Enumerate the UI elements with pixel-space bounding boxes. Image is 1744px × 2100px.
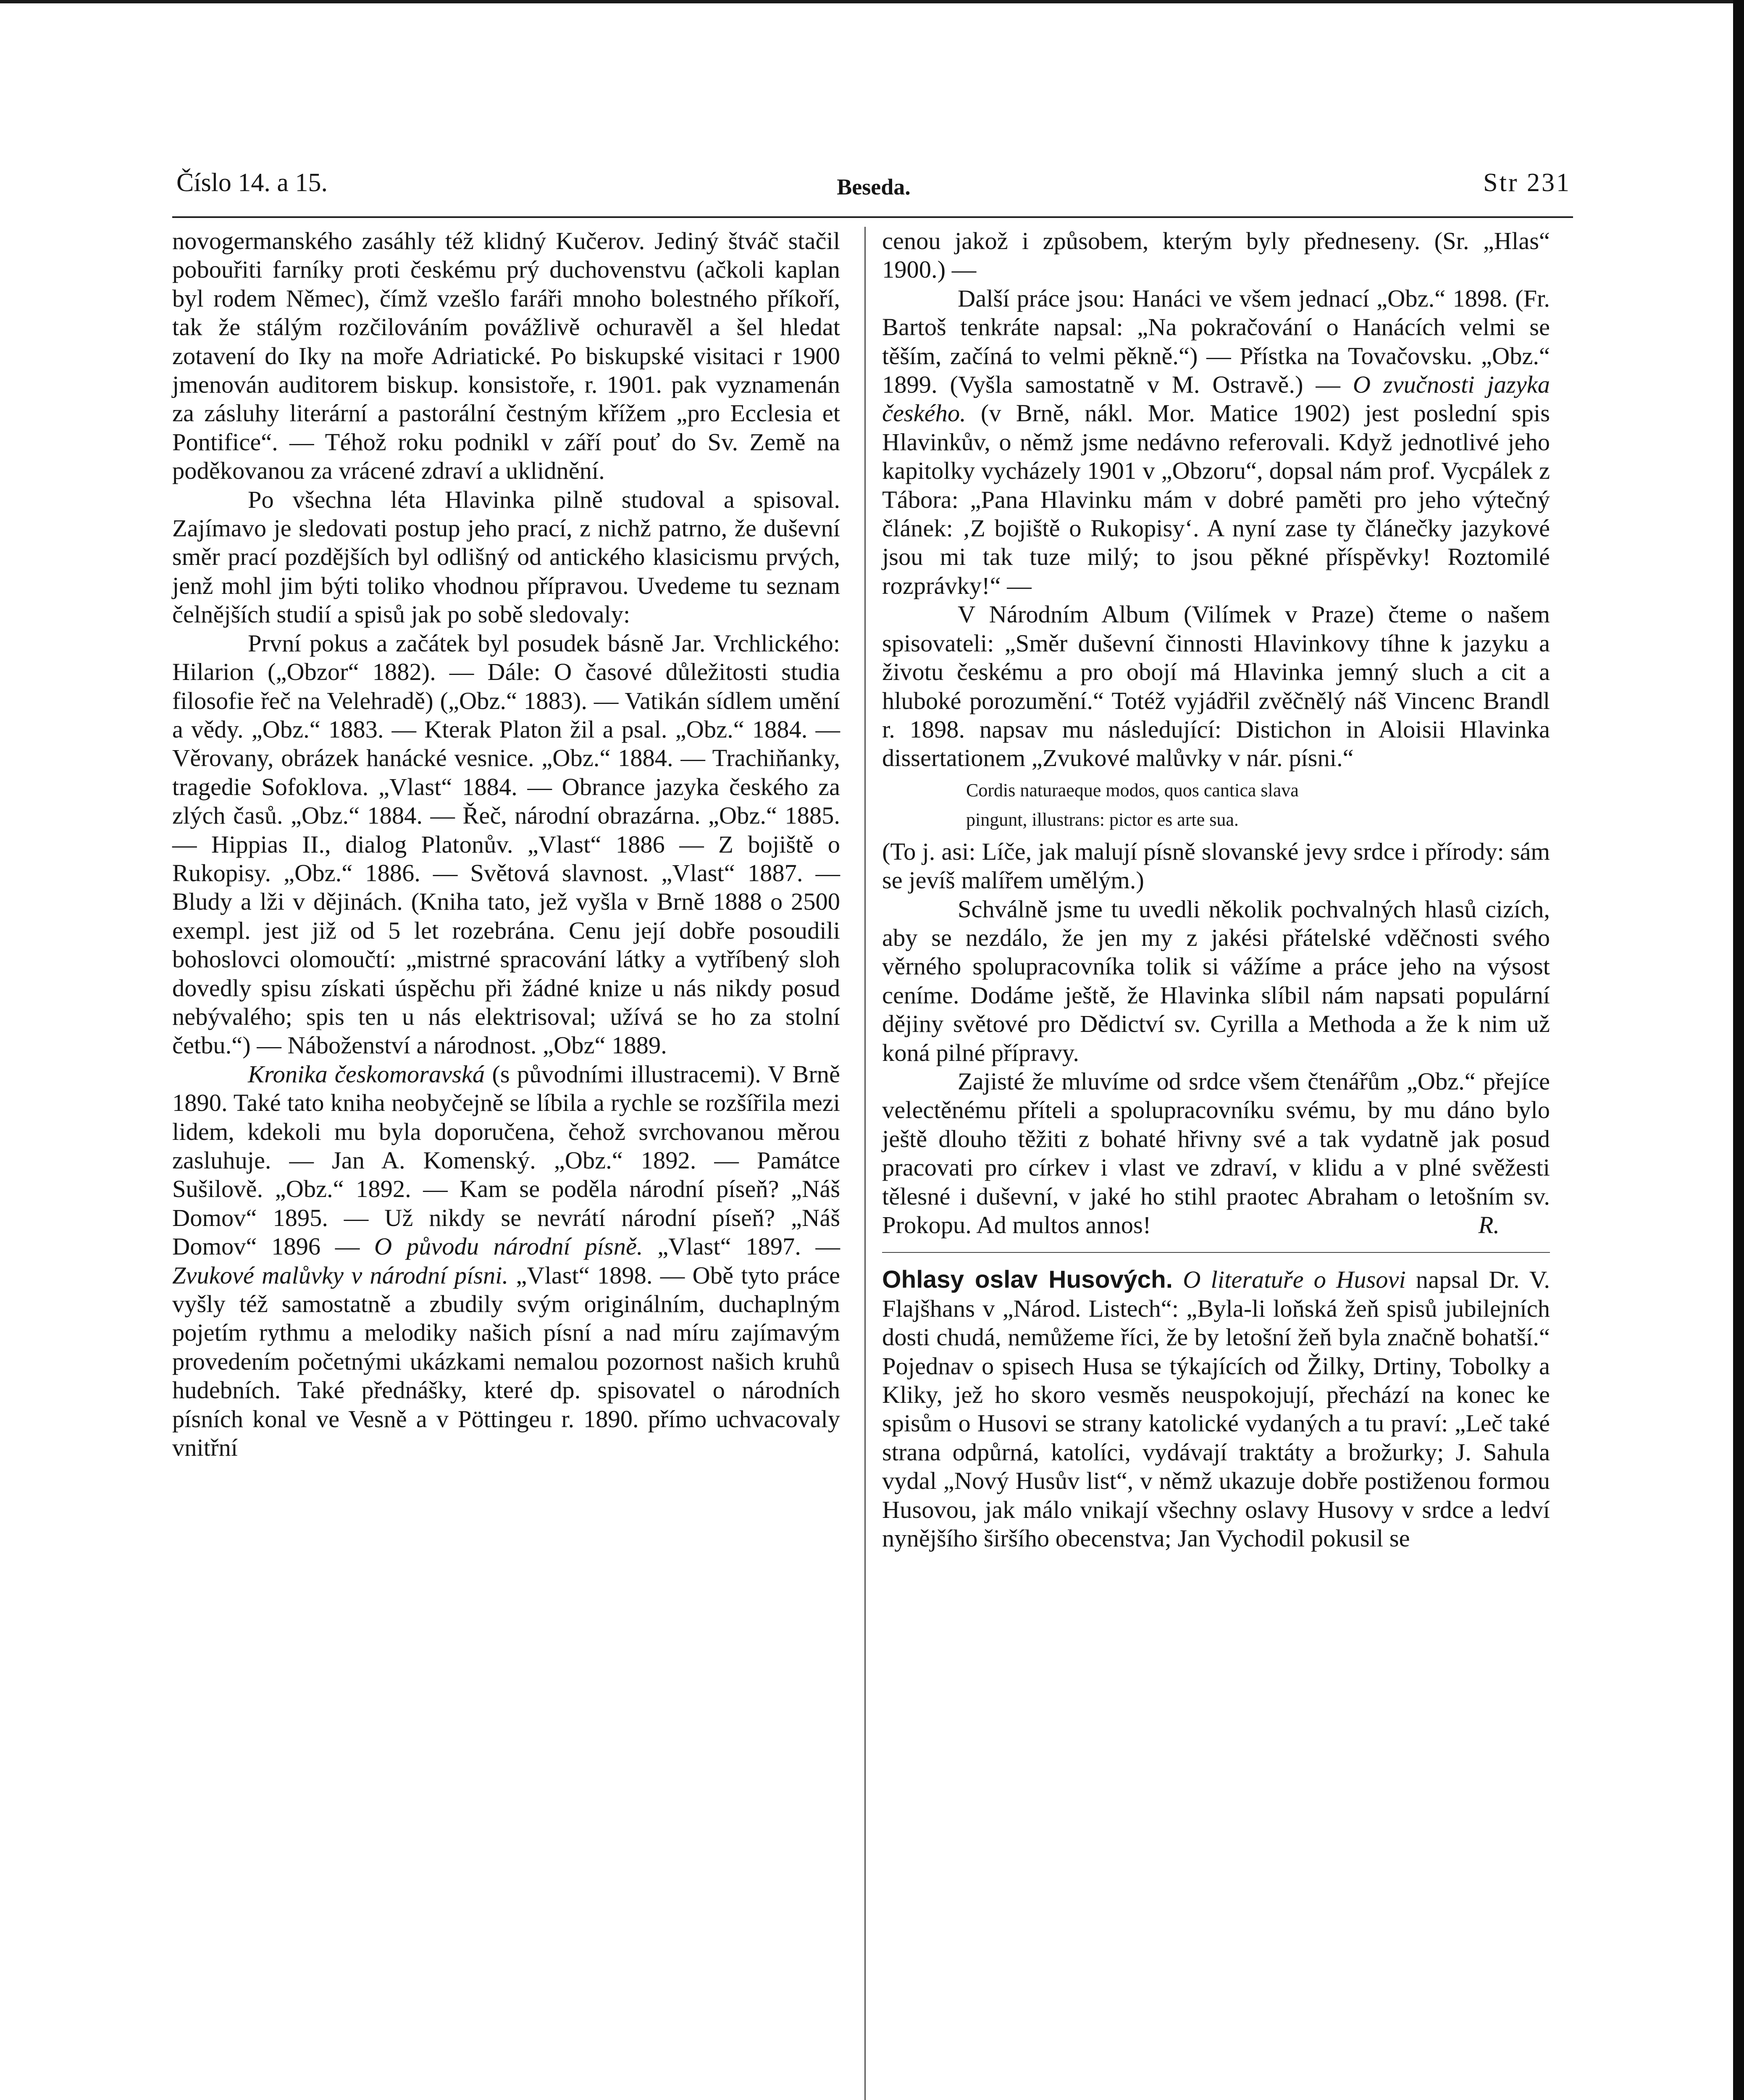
page-number: Str 231 <box>1483 168 1571 197</box>
right-column <box>882 227 1550 1553</box>
paragraph <box>882 1067 1550 1239</box>
scan-top-edge <box>0 0 1744 3</box>
book-title: O původu národní písně. <box>374 1233 643 1260</box>
text-run: Zajisté že mluvíme od srdce všem čtenářům „Obz.“ přejíce velectěnému příteli a spolupracovníku svému, by mu dáno bylo ještě dlouho těžiti z bohaté hřivny své a tak vydatně jak posud pracovati pro církev i vlast ve zdraví, v klidu a v plné svěžesti tělesné i duševní, v jaké ho stihl praotec Abraham o letošním sv. Prokopu. Ad multos annos! <box>882 1067 1550 1239</box>
book-title: Kronika českomoravská <box>248 1060 485 1088</box>
book-title: Zvukové malůvky v národní písni. <box>172 1261 509 1289</box>
author-signature: R. <box>1478 1211 1500 1239</box>
text-run: „Vlast“ 1897. — <box>657 1233 840 1260</box>
text-run: (v Brně, nákl. Mor. Matice 1902) jest poslední spis Hlavinkův, o němž jsme nedávno referovali. Když jednotlivé jeho kapitolky vycházely 1901 v „Obzoru“, dopsal nám prof. Vycpálek z Tábora: „Pana Hlavinku mám v dobré paměti pro jeho výtečný článek: ‚Z bojiště o Rukopisy‘. A nyní zase ty článečky jazykové jsou mi tak tuze milý; to jsou pěkné příspěvky! Roztomilé rozprávky!“ — <box>882 399 1550 599</box>
paragraph: cenou jakož i způsobem, kterým byly předneseny. (Sr. „Hlas“ 1900.) — <box>882 227 1550 284</box>
book-title: O zvučnosti jazyka českého. <box>882 371 1550 427</box>
text-run: „Vlast“ 1898. — Obě tyto práce vyšly též samostatně a zbudily svým originálním, duchaplným pojetím rythmu a melodiky našich písní a nad míru zajímavým provedením početnými ukázkami nemalou pozornost našich kruhů hudebních. Také přednášky, které dp. spisovatel o národních písních konal ve Vesně a v Pöttingeu r. 1890. přímo uchvacovaly vnitřní <box>172 1261 840 1462</box>
issue-number: Číslo 14. a 15. <box>176 168 328 197</box>
bibliography-paragraph: První pokus a začátek byl posudek básně Jar. Vrchlického: Hilarion („Obzor“ 1882). — Dále: O časové důležitosti studia filosofie řeč na Velehradě) („Obz.“ 1883). — Vatikán sídlem umění a vědy. „Obz.“ 1883. — Kterak Platon žil a psal. „Obz.“ 1884. — Věrovany, obrázek hanácké vesnice. „Obz.“ 1884. — Trachiňanky, tragedie Sofoklova. „Vlast“ 1884. — Obrance jazyka českého za zlých časů. „Obz.“ 1884. — Řeč, národní obrazárna. „Obz.“ 1885. — Hippias II., dialog Platonův. „Vlast“ 1886 — Z bojiště o Rukopisy. „Obz.“ 1886. — Světová slavnost. „Vlast“ 1887. — Bludy a lži v dějinách. (Kniha tato, jež vyšla v Brně 1888 o 2500 exempl. jest již od 5 let rozebrána. Cenu její dobře posoudili bohoslovci olomoučtí: „mistrné spracování látky a vytříbený sloh dovedly spisu získati úspěchu při žádné knize u nás nikdy posud nebývalého; spis ten u nás elektrisoval; užívá se ho za stolní četbu.“) — Náboženství a národnost. „Obz“ 1889. <box>172 629 840 1059</box>
paragraph <box>882 284 1550 600</box>
text-run: Další práce jsou: Hanáci ve všem jednací „Obz.“ 1898. (Fr. Bartoš tenkráte napsal: „Na pokračování o Hanácích velmi se těším, začíná to velmi pěkně.“) — Přístka na Tovačovsku. „Obz.“ 1899. (Vyšla samostatně v M. Ostravě.) — <box>882 284 1550 399</box>
periodical-title: Beseda. <box>837 174 911 200</box>
scan-right-edge <box>1733 0 1744 2100</box>
paragraph: Schválně jsme tu uvedli několik pochvalných hlasů cizích, aby se nezdálo, že jen my z jakési přátelské vděčnosti svého věrného spolupracovníka tolik si vážíme a práce jeho na výsost ceníme. Dodáme ještě, že Hlavinka slíbil nám napsati populární dějiny světové pro Dědictví sv. Cyrilla a Methoda a že k nim už koná pilné přípravy. <box>882 895 1550 1066</box>
paragraph <box>882 1265 1550 1553</box>
paragraph <box>172 1060 840 1462</box>
paragraph: V Národním Album (Vilímek v Praze) čteme o našem spisovateli: „Směr duševní činnosti Hlavinkovy tíhne k jazyku a životu českému a pro obojí má Hlavinka jemný sluch a cit a hluboké porozumění.“ Totéž vyjádřil zvěčnělý náš Vincenc Brandl r. 1898. napsav mu následující: Distichon in Aloisii Hlavinka dissertationem „Zvukové malůvky v nár. písni.“ <box>882 601 1550 772</box>
verse-line: Cordis naturaeque modos, quos cantica slava <box>966 780 1299 801</box>
left-column <box>172 227 840 1462</box>
header-rule <box>172 216 1573 218</box>
section-title: Ohlasy oslav Husových. <box>882 1266 1173 1294</box>
paragraph: (To j. asi: Líče, jak malují písně slovanské jevy srdce i přírody: sám se jevíš malířem umělým.) <box>882 837 1550 894</box>
verse-line: pingunt, illustrans: pictor es arte sua. <box>966 809 1239 830</box>
page-header <box>176 168 1571 210</box>
text-run: (s původními illustracemi). V Brně 1890. Také tato kniha neobyčejně se líbila a rychle se rozšířila mezi lidem, kdekoli mu byla doporučena, čehož svrchovanou měrou zasluhuje. — Jan A. Komenský. „Obz.“ 1892. — Památce Sušilově. „Obz.“ 1892. — Kam se poděla národní píseň? „Náš Domov“ 1895. — Už nikdy se nevrátí národní píseň? „Náš Domov“ 1896 — <box>172 1060 840 1260</box>
text-run: napsal Dr. V. Flajšhans v „Národ. Listech“: „Byla-li loňská žeň spisů jubilejních dosti chudá, nemůžeme říci, že by letošní žeň byla značně bohatší.“ Pojednav o spisech Husa se týkajících od Žilky, Drtiny, Tobolky a Kliky, jež ho skoro vesměs neuspokojují, přechází na konec ke spisům o Husovi se strany katolické vydaných a tu praví: „Leč také strana odpůrná, katolíci, vydávají traktáty a brožurky; J. Sahula vydal „Nový Husův list“, v němž ukazuje dobře postiženou formou Husovou, jak málo vnikají všechny oslavy Husovy v srdce a ledví nynějšího širšího obecenstva; Jan Vychodil pokusil se <box>882 1266 1550 1552</box>
column-divider <box>864 227 866 2100</box>
paragraph: Po všechna léta Hlavinka pilně studoval a spisoval. Zajímavo je sledovati postup jeho prací, z nichž patrno, že duševní směr prací pozdějších byl odlišný od antického klasicismu prvých, jenž mohl jim býti toliko vhodnou přípravou. Uvedeme tu seznam čelnějších studií a spisů jak po sobě sledovaly: <box>172 486 840 628</box>
paragraph: novogermanského zasáhly též klidný Kučerov. Jediný štváč stačil pobouřiti farníky proti českému prý duchovenstvu (ačkoli kaplan byl rodem Němec), čímž vzešlo faráři mnoho bolestného příkoří, tak že stálým rozčilováním povážlivě ochuravěl a šel hledat zotavení do Iky na moře Adriatické. Po biskupské visitaci r 1900 jmenován auditorem biskup. konsistoře, r. 1901. pak vyznamenán za zásluhy literární a pastorální čestným křížem „pro Ecclesia et Pontifice“. — Téhož roku podnikl v září pouť do Sv. Země na poděkovanou za vrácené zdraví a uklidnění. <box>172 227 840 485</box>
article-title: O literatuře o Husovi <box>1183 1266 1406 1294</box>
section-rule <box>882 1252 1550 1253</box>
